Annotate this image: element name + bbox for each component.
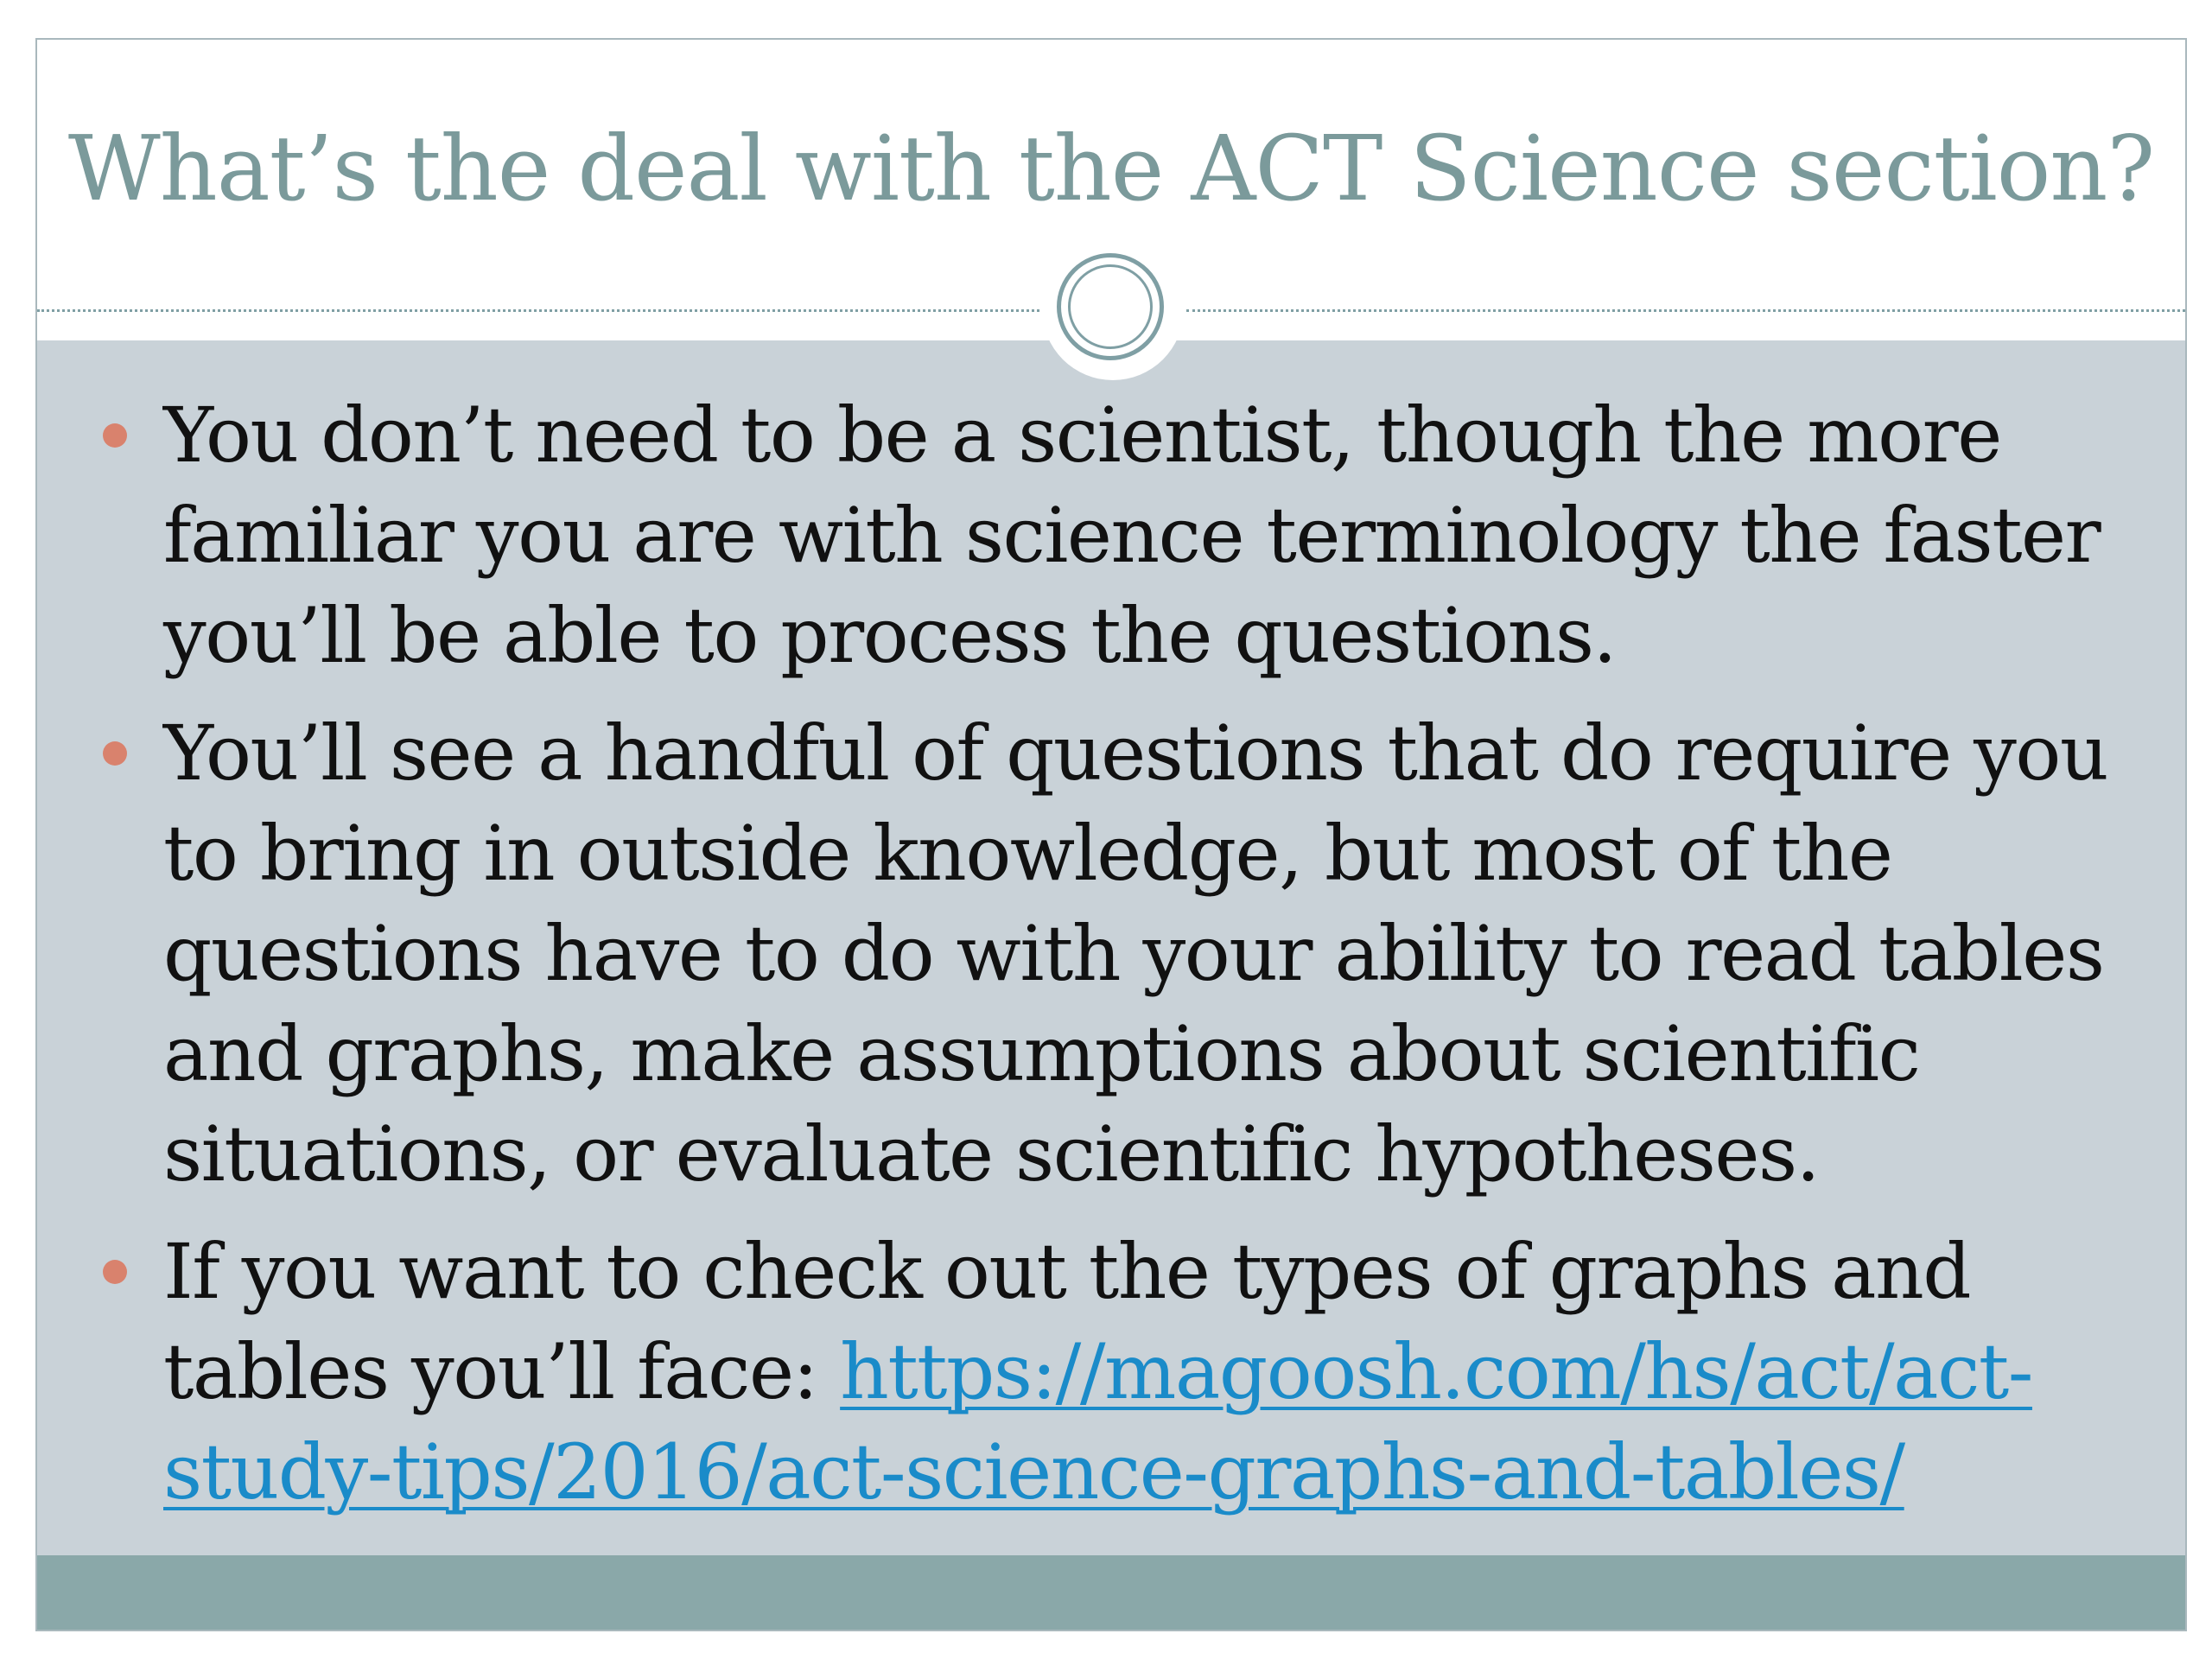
circle-ornament-inner-ring	[1068, 264, 1153, 349]
bullet-dot-icon	[103, 741, 127, 766]
bullet-dot-icon	[103, 1260, 127, 1284]
title-divider-left	[37, 309, 1039, 312]
bullet-text-1: You don’t need to be a scientist, though the more familiar you are with science terminology the faster you’ll be able to process the questions.	[163, 391, 2101, 680]
bullet-list	[37, 385, 2185, 1522]
footer-band	[37, 1555, 2185, 1630]
bullet-item-1	[163, 385, 2133, 686]
magoosh-link[interactable]: https://magoosh.com/hs/act/act-study-tips/2016/act-science-graphs-and-tables/	[163, 1327, 2032, 1516]
bullet-text-3: If you want to check out the types of graphs and tables you’ll face:	[163, 1227, 1971, 1416]
bullet-item-2	[163, 703, 2133, 1205]
slide-title: What’s the deal with the ACT Science section?	[67, 116, 2155, 221]
bullet-dot-icon	[103, 423, 127, 448]
title-divider-right	[1186, 309, 2185, 312]
bullet-text-2: You’ll see a handful of questions that do require you to bring in outside knowledge, but most of the questions have to do with your ability to read tables and graphs, make assumptions about scientific situations, or evaluate scientific hypotheses.	[163, 709, 2108, 1198]
circle-ornament-icon	[1057, 253, 1164, 360]
slide	[35, 38, 2187, 1631]
bullet-item-3	[163, 1222, 2133, 1522]
